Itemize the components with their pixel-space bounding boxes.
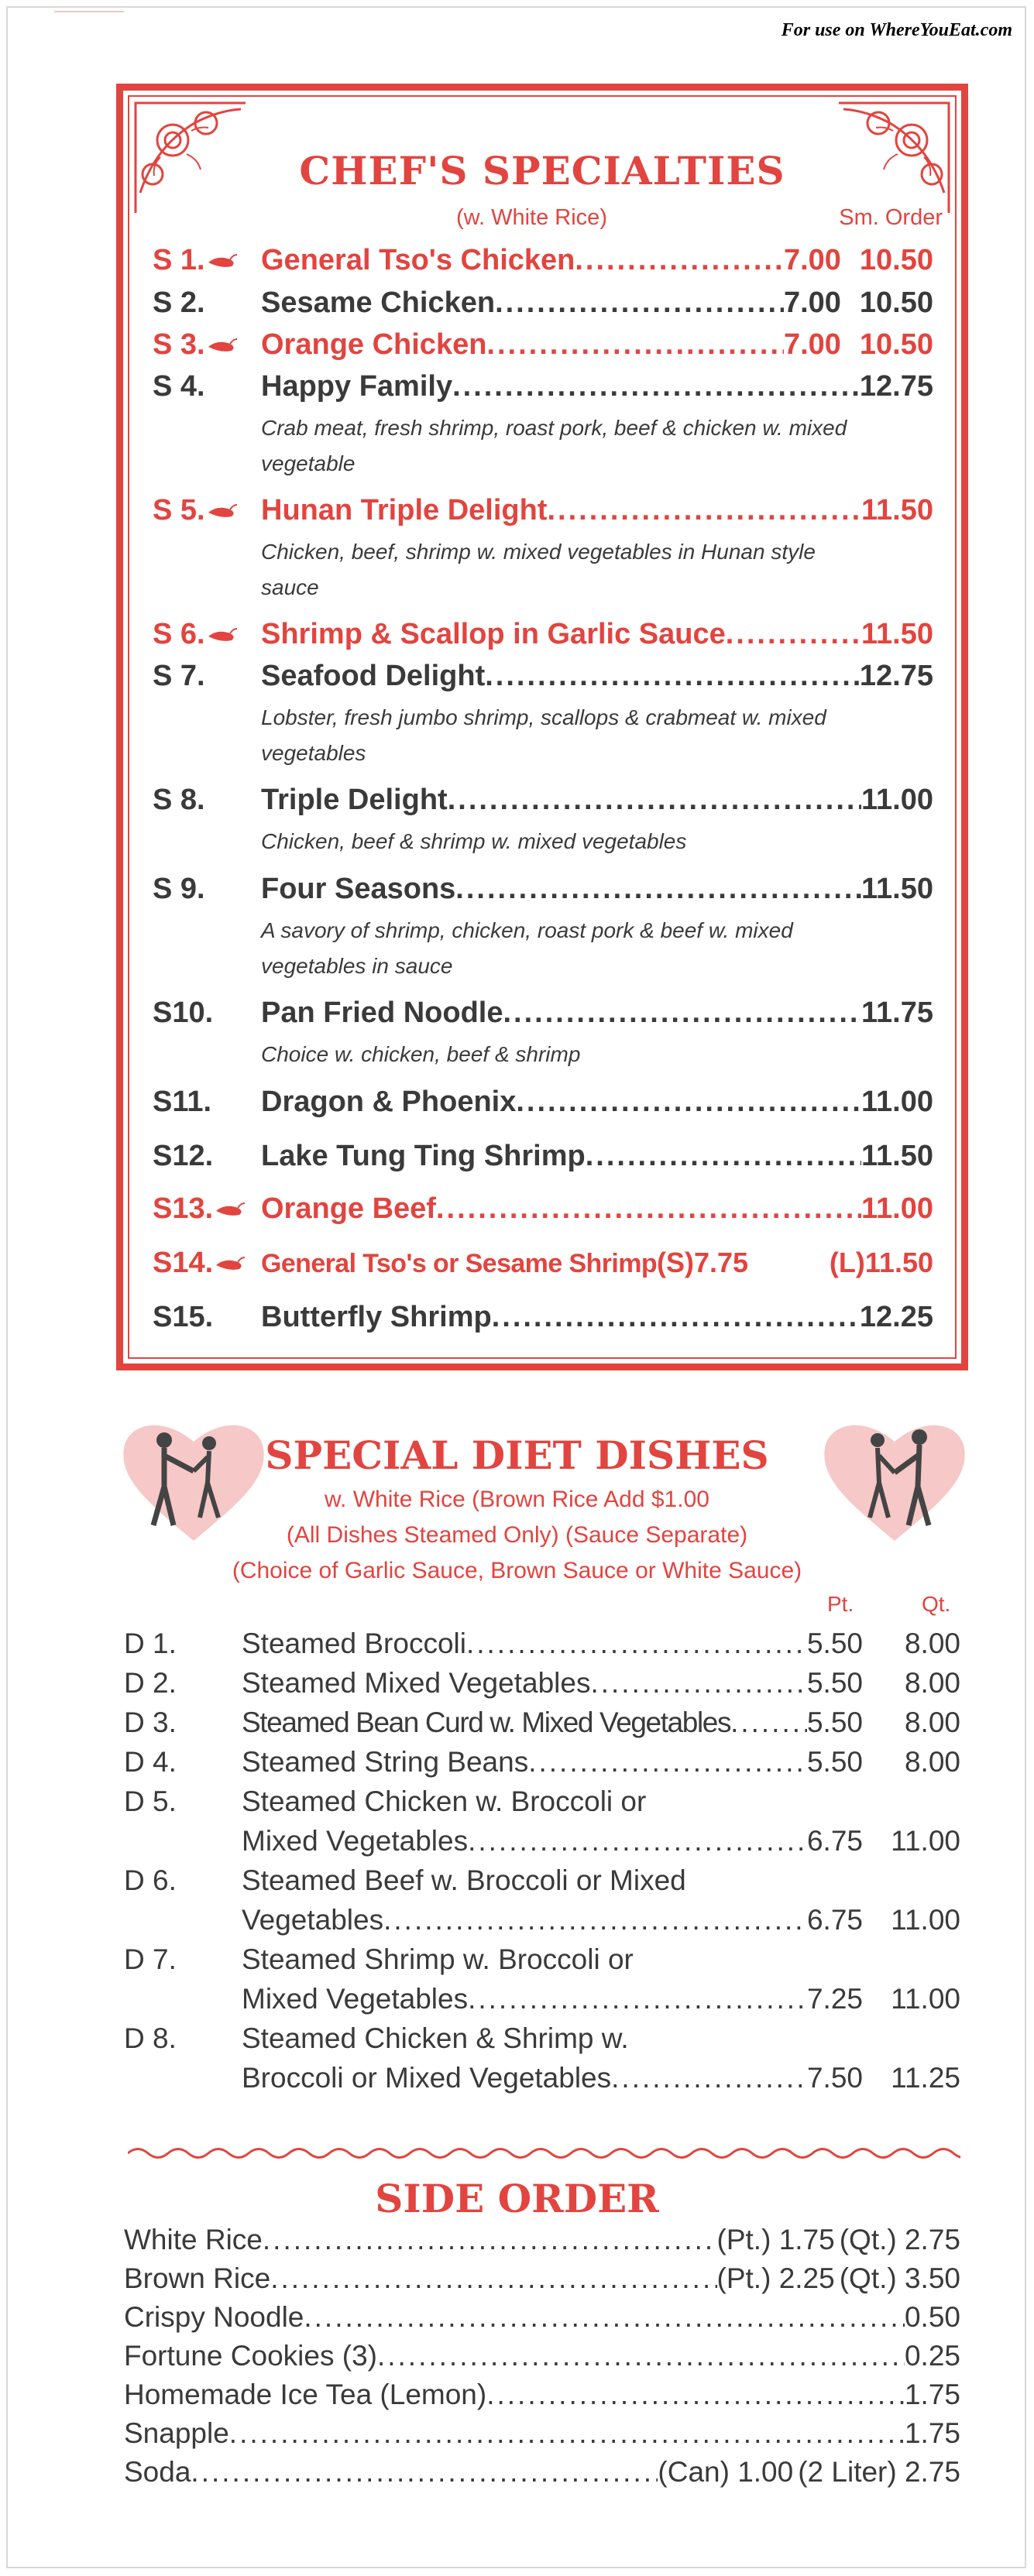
item-price-can: (Can) 1.00	[658, 2456, 794, 2488]
menu-item	[153, 1247, 933, 1287]
wavy-divider	[128, 2143, 960, 2163]
leader-dots	[503, 996, 861, 1030]
item-name-line1: Steamed Chicken w. Broccoli or	[242, 1785, 647, 1817]
item-number: S 8.	[153, 784, 205, 816]
watermark: For use on WhereYouEat.com	[781, 20, 1012, 40]
item-number: D 1.	[124, 1628, 177, 1659]
item-number: S 7.	[153, 660, 205, 692]
item-name-line2: Broccoli or Mixed Vegetables	[242, 2062, 612, 2094]
leader-dots	[611, 2062, 807, 2094]
item-name: Steamed Bean Curd w. Mixed Vegetables	[242, 1706, 731, 1738]
item-name-line2: Mixed Vegetables	[242, 1825, 469, 1857]
item-price-small: 7.00	[783, 244, 841, 276]
item-price: 11.50	[861, 494, 933, 527]
item-price-pint: (Pt.) 2.25	[716, 2262, 835, 2294]
item-number: D 3.	[124, 1706, 177, 1738]
item-name: Butterfly Shrimp	[261, 1301, 492, 1333]
leader-dots	[495, 286, 784, 320]
item-number: S 5.	[153, 494, 205, 527]
item-price: 12.25	[859, 1301, 933, 1333]
item-number: D 6.	[124, 1864, 177, 1896]
menu-item	[153, 784, 933, 859]
leader-dots	[547, 494, 861, 527]
item-price: 0.50	[904, 2301, 960, 2333]
menu-item	[153, 996, 933, 1072]
item-number: D 2.	[124, 1667, 177, 1699]
item-name: Seafood Delight	[261, 660, 486, 692]
item-name: Orange Beef	[261, 1192, 436, 1225]
item-number: S15.	[153, 1301, 214, 1333]
side-item	[124, 2301, 960, 2340]
side-item	[124, 2224, 960, 2262]
item-price-large: (L)11.50	[829, 1247, 933, 1278]
item-name-line1: Steamed Shrimp w. Broccoli or	[242, 1943, 634, 1975]
item-price-pint: 7.25	[806, 1983, 863, 2015]
item-price-pint: 5.50	[806, 1628, 863, 1659]
diet-title: SPECIAL DIET DISHES	[265, 1432, 769, 1478]
leader-dots	[730, 1706, 807, 1739]
item-name: Triple Delight	[261, 784, 448, 816]
side-item	[124, 2417, 960, 2456]
diet-item	[124, 1628, 960, 1667]
item-name-line2: Mixed Vegetables	[242, 1983, 469, 2015]
hot-pepper-icon	[207, 338, 238, 355]
diet-item	[124, 1943, 960, 2022]
item-number: S 9.	[153, 873, 205, 905]
leader-dots	[455, 873, 861, 906]
item-name: Hunan Triple Delight	[261, 494, 548, 527]
menu-item	[153, 244, 933, 284]
item-price-pint: 5.50	[806, 1667, 863, 1699]
item-price-pint: (Pt.) 1.75	[716, 2224, 835, 2255]
item-price: 11.00	[861, 784, 933, 816]
item-price: 11.50	[861, 1140, 933, 1172]
item-number: S 2.	[153, 286, 205, 319]
leader-dots	[229, 2417, 905, 2450]
item-price: 11.75	[861, 996, 933, 1029]
hot-pepper-icon	[215, 1202, 246, 1219]
scan-mark	[54, 11, 124, 15]
rose-corner-icon	[836, 100, 952, 216]
diet-item	[124, 2022, 960, 2101]
item-name: General Tso's or Sesame Shrimp	[261, 1249, 657, 1278]
quart-label: Qt.	[922, 1592, 951, 1616]
menu-item	[153, 873, 933, 984]
menu-item	[153, 286, 933, 327]
leader-dots	[528, 1746, 807, 1779]
leader-dots	[270, 2262, 716, 2295]
leader-dots	[590, 1667, 807, 1700]
menu-item	[153, 660, 933, 771]
diet-item	[124, 1785, 960, 1864]
item-name: Brown Rice	[124, 2262, 271, 2294]
item-price-quart: 8.00	[904, 1706, 960, 1738]
item-number: S 4.	[153, 370, 205, 403]
diet-item	[124, 1746, 960, 1785]
menu-item	[153, 1086, 933, 1126]
item-name: Orange Chicken	[261, 328, 487, 361]
side-item	[124, 2456, 960, 2495]
pint-label: Pt.	[827, 1592, 854, 1616]
item-number: S11.	[153, 1086, 212, 1118]
leader-dots	[486, 2379, 905, 2411]
item-name: Happy Family	[261, 370, 453, 403]
item-name: Fortune Cookies (3)	[124, 2340, 377, 2372]
diet-item	[124, 1864, 960, 1943]
diet-note: (All Dishes Steamed Only) (Sauce Separate)	[286, 1522, 748, 1548]
item-price: 12.75	[859, 660, 933, 692]
menu-item	[153, 370, 933, 482]
item-price-quart: (Qt.) 3.50	[839, 2262, 960, 2294]
item-price-quart: 8.00	[904, 1746, 960, 1778]
item-name: Pan Fried Noodle	[261, 996, 503, 1029]
item-name-line1: Steamed Chicken & Shrimp w.	[242, 2022, 629, 2054]
item-price-2-liter: (2 Liter) 2.75	[798, 2456, 960, 2488]
item-price-order: 10.50	[859, 244, 933, 276]
leader-dots	[575, 244, 784, 277]
item-number: S10.	[153, 996, 214, 1029]
item-name: Crispy Noodle	[124, 2301, 304, 2333]
item-price: 11.50	[861, 618, 933, 650]
item-number: D 5.	[124, 1785, 177, 1817]
leader-dots	[191, 2456, 658, 2489]
item-price-pint: 6.75	[806, 1825, 863, 1857]
item-number: D 8.	[124, 2022, 177, 2054]
item-name: Homemade Ice Tea (Lemon)	[124, 2379, 487, 2410]
menu-item	[153, 328, 933, 369]
item-price-quart: 8.00	[904, 1628, 960, 1659]
item-name: Steamed Broccoli	[242, 1628, 466, 1659]
item-price-pint: 7.50	[806, 2062, 863, 2094]
hot-pepper-icon	[207, 253, 238, 270]
item-number: S13.	[153, 1192, 214, 1225]
item-price: 11.50	[861, 873, 933, 905]
item-price-order: 10.50	[859, 286, 933, 319]
item-name: General Tso's Chicken	[261, 244, 575, 276]
leader-dots	[466, 1628, 807, 1660]
leader-dots	[452, 370, 860, 403]
leader-dots	[436, 1192, 861, 1226]
item-price-pint: 5.50	[806, 1706, 863, 1738]
leader-dots	[485, 660, 860, 693]
item-number: S 3.	[153, 328, 205, 361]
size-labels: Sm. Order	[839, 205, 943, 230]
rose-corner-icon	[132, 100, 249, 216]
item-price-quart: 8.00	[904, 1667, 960, 1699]
leader-dots	[492, 1301, 860, 1334]
leader-dots	[486, 328, 784, 362]
leader-dots	[726, 618, 861, 651]
item-description: A savory of shrimp, chicken, roast pork & beef w. mixed vegetables in sauce	[261, 918, 793, 978]
chef-specialties-box	[116, 84, 968, 1370]
item-price: 12.75	[859, 370, 933, 403]
diet-sauce-note: (Choice of Garlic Sauce, Brown Sauce or White Sauce)	[232, 1558, 802, 1583]
item-name: Dragon & Phoenix	[261, 1086, 517, 1118]
item-number: D 7.	[124, 1943, 177, 1975]
item-description: Choice w. chicken, beef & shrimp	[261, 1042, 581, 1066]
item-price-quart: (Qt.) 2.75	[839, 2224, 960, 2255]
side-order-title: SIDE ORDER	[375, 2176, 659, 2221]
leader-dots	[516, 1086, 861, 1119]
leader-dots	[468, 1825, 807, 1857]
hot-pepper-icon	[207, 503, 238, 520]
item-price-quart: 11.00	[891, 1825, 960, 1857]
item-number: S 6.	[153, 618, 205, 650]
leader-dots	[448, 784, 861, 817]
item-number: S12.	[153, 1140, 214, 1172]
item-price: 1.75	[904, 2379, 960, 2410]
item-name-line2: Vegetables	[242, 1904, 384, 1936]
item-price-quart: 11.00	[891, 1983, 960, 2015]
item-name: Steamed String Beans	[242, 1746, 529, 1778]
item-name-line1: Steamed Beef w. Broccoli or Mixed	[242, 1864, 686, 1896]
item-name: Four Seasons	[261, 873, 456, 905]
chef-subtitle: (w. White Rice)	[456, 205, 607, 230]
menu-item	[153, 618, 933, 658]
item-price-small: (S)7.75	[657, 1247, 749, 1278]
item-number: D 4.	[124, 1746, 177, 1778]
item-name: Snapple	[124, 2417, 229, 2449]
item-price: 11.00	[861, 1086, 933, 1118]
item-description: Crab meat, fresh shrimp, roast pork, beef & chicken w. mixed vegetable	[261, 416, 847, 475]
item-price-pint: 5.50	[806, 1746, 863, 1778]
item-name: Lake Tung Ting Shrimp	[261, 1140, 586, 1172]
side-item	[124, 2379, 960, 2417]
item-name: White Rice	[124, 2224, 263, 2255]
menu-item	[153, 1192, 933, 1233]
hot-pepper-icon	[207, 627, 238, 644]
item-price-quart: 11.25	[891, 2062, 960, 2094]
leader-dots	[468, 1983, 807, 2015]
item-name: Sesame Chicken	[261, 286, 496, 319]
chef-specialties-title: CHEF'S SPECIALTIES	[299, 148, 785, 194]
item-name: Steamed Mixed Vegetables	[242, 1667, 591, 1699]
hot-pepper-icon	[215, 1256, 246, 1273]
menu-item	[153, 494, 933, 605]
item-price-order: 10.50	[859, 328, 933, 361]
item-name: Shrimp & Scallop in Garlic Sauce	[261, 618, 726, 650]
leader-dots	[263, 2224, 717, 2256]
item-number: S 1.	[153, 244, 205, 276]
item-price-small: 7.00	[783, 286, 841, 319]
diet-item	[124, 1667, 960, 1706]
diet-item	[124, 1706, 960, 1746]
item-description: Lobster, fresh jumbo shrimp, scallops & crabmeat w. mixed vegetables	[261, 705, 826, 765]
item-price-pint: 6.75	[806, 1904, 863, 1936]
side-item	[124, 2340, 960, 2379]
menu-item	[153, 1301, 933, 1341]
item-price: 0.25	[904, 2340, 960, 2372]
item-price: 1.75	[904, 2417, 960, 2449]
leader-dots	[304, 2301, 905, 2334]
leader-dots	[377, 2340, 905, 2372]
item-description: Chicken, beef & shrimp w. mixed vegetables	[261, 829, 687, 853]
diet-subtitle: w. White Rice (Brown Rice Add $1.00	[325, 1487, 709, 1512]
item-description: Chicken, beef, shrimp w. mixed vegetables in Hunan style sauce	[261, 540, 816, 599]
leader-dots	[383, 1904, 807, 1936]
item-number: S14.	[153, 1247, 214, 1279]
item-price-small: 7.00	[783, 328, 841, 361]
menu-item	[153, 1140, 933, 1180]
item-price-quart: 11.00	[891, 1904, 960, 1936]
item-name: Soda	[124, 2456, 191, 2488]
side-item	[124, 2262, 960, 2301]
item-price: 11.00	[861, 1192, 933, 1225]
leader-dots	[586, 1140, 861, 1173]
